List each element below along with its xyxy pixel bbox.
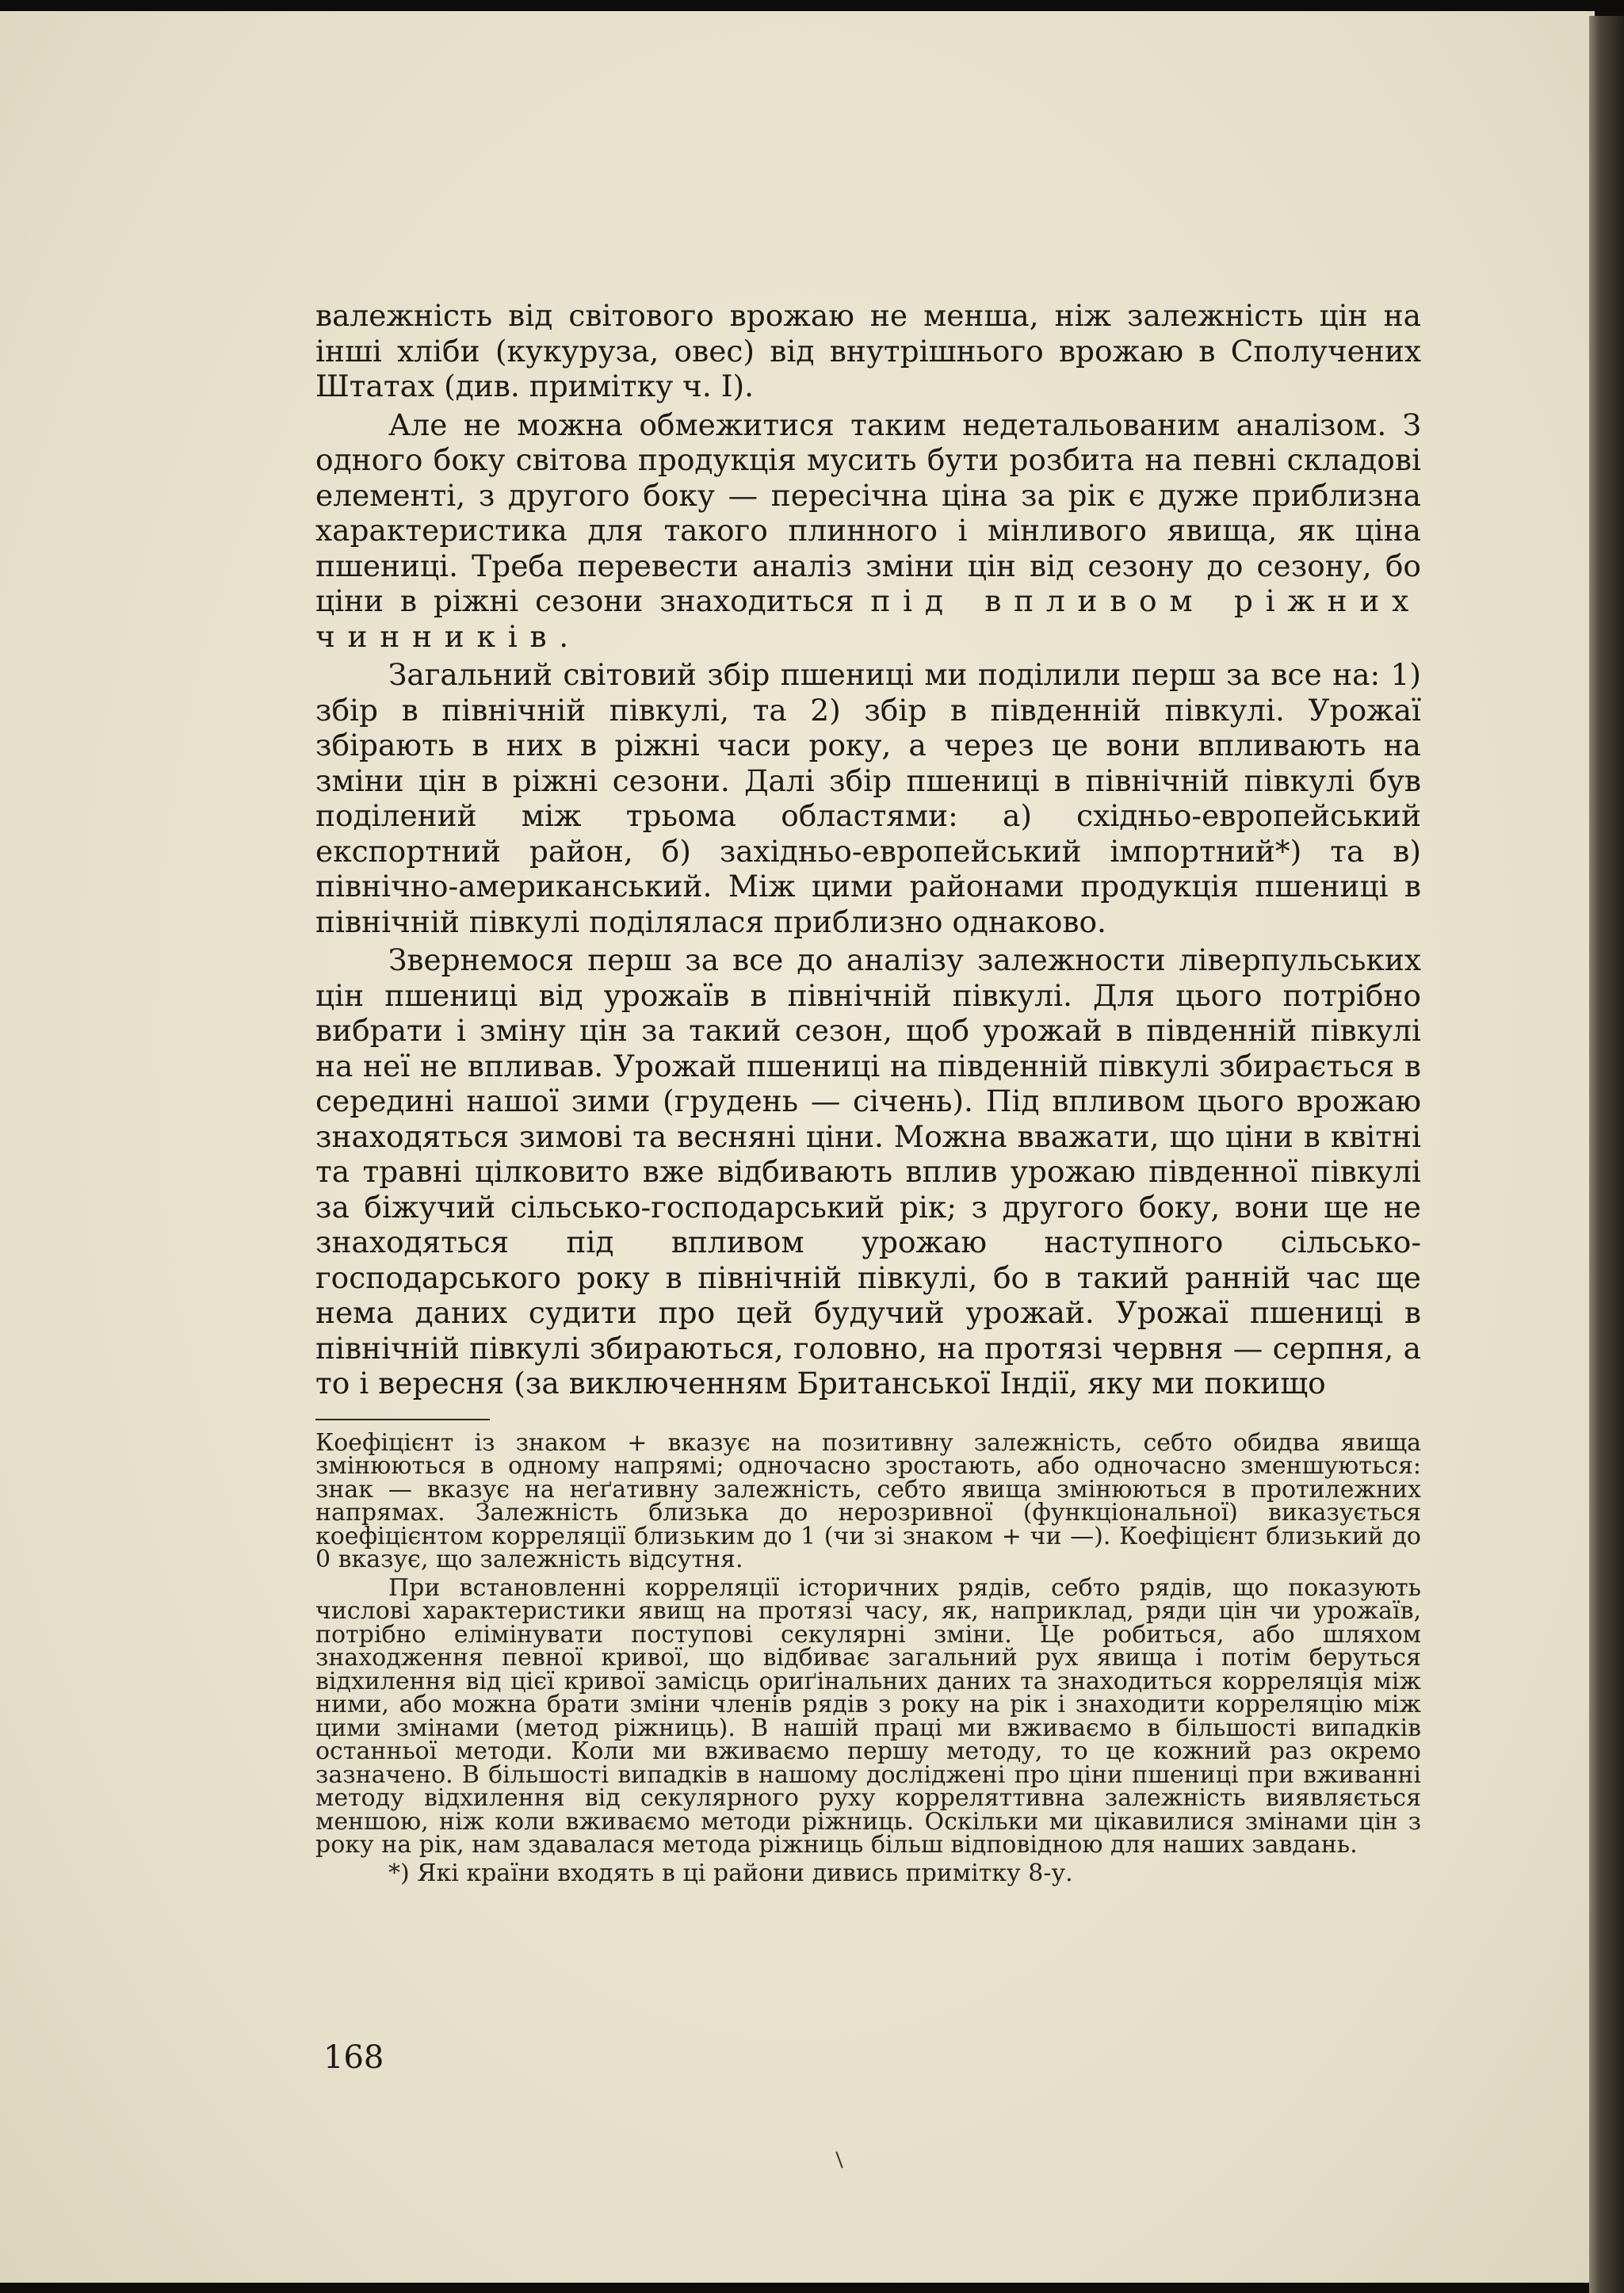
body-paragraph-2-text: Але не можна обмежитися таким недетальованим аналізом. З одного боку світова продукція мусить бути розбита на певні складові елементі, з другого боку — пересічна ціна за рік є дуже приблизна характеристика для такого плинного і мінливого явища, як ціна пшениці. Треба перевести аналіз зміни цін від сезону до сезону, бо ціни в ріжні сезони знаходиться <box>315 407 1421 618</box>
emphasized-spaced-phrase: під впливом ріжних чинників. <box>315 583 1421 654</box>
page-number: 168 <box>323 2039 384 2076</box>
footnote-1: Коефіцієнт із знаком + вказує на позитивну залежність, себто обидва явища змінюються в одному напрямі; одночасно зростають, або одночасно зменшуються: знак — вказує на неґативну залежність, себто явища змінюються в протилежних напрямах. Залежність близька до нерозривної (функціональної) виказується коефіцієнтом корреляції близьким до 1 (чи зі знаком + чи —). Коефіцієнт близький до 0 вказує, що залежність відсутня. <box>315 1428 1421 1573</box>
footnote-3: *) Які країни входять в ці райони дивись примітку 8-у. <box>388 1859 1073 1887</box>
body-paragraph-1: валежність від світового врожаю не менша, ніж залежність цін на інші хліби (кукуруза, овес) від внутрішнього врожаю в Сполучених Штатах (див. примітку ч. І). <box>315 298 1421 403</box>
body-paragraph-4: Звернемося перш за все до аналізу залежности ліверпульських цін пшениці від урожаїв в північній півкулі. Для цього потрібно вибрати і зміну цін за такий сезон, щоб урожай в південній півкулі на неї не впливав. Урожай пшениці на південній півкулі збирається в середині нашої зими (грудень — січень). Під впливом цього врожаю знаходяться зимові та весняні ціни. Можна вважати, що ціни в квітні та травні цілковито вже відбивають вплив урожаю південної півкулі за біжучий сільсько-господарський рік; з другого боку, вони ще не знаходяться під впливом урожаю наступного сільсько-господарського року в північній півкулі, бо в такий ранній час ще нема даних судити про цей будучий урожай. Урожаї пшениці в північній півкулі збираються, головно, на протязі червня — серпня, а то і вересня (за виключенням Британської Індії, яку ми покищо <box>315 942 1421 1401</box>
footnote-separator-rule <box>315 1419 490 1420</box>
body-paragraph-3: Загальний світовий збір пшениці ми поділили перш за все на: 1) збір в північній півкулі, та 2) збір в південній півкулі. Урожаї збірають в них в ріжні часи року, а через це вони впливають на зміни цін в ріжні сезони. Далі збір пшениці в північній півкулі був поділений між трьома областями: а) східньо-европейський експортний район, б) західньо-европейський імпортний*) та в) північно-американський. Між цими районами продукція пшениці в північній півкулі поділялася приблизно однаково. <box>315 657 1421 939</box>
footnotes <box>315 1428 1421 1887</box>
main-text <box>315 298 1421 1401</box>
page-content <box>315 298 1421 1885</box>
book-spine-edge <box>1589 16 1624 2293</box>
footnote-2: При встановленні корреляції історичних рядів, себто рядів, що показують числові характеристики явищ на протязі часу, як, наприклад, ряди цін чи урожаїв, потрібно елімінувати поступові секулярні зміни. Це робиться, або шляхом знаходження певної кривої, що відбиває загальний рух явища і потім беруться відхилення від цієї кривої замісць ориґінальних даних та знаходиться корреляція між ними, або можна брати зміни членів рядів з року на рік і знаходити корреляцію між цими змінами (метод ріжниць). В нашій праці ми вживаємо в більшості випадків останньої методи. Коли ми вживаємо першу методу, то це кожний раз окремо зазначено. В більшості випадків в нашому досліджені про ціни пшениці при вживанні методу відхилення від секулярного руху корреляттивна залежність виявляється меншою, ніж коли вживаємо методи ріжниць. Оскільки ми цікавилися змінами цін з року на рік, нам здавалася метода ріжниць більш відповідною для наших завдань. <box>315 1573 1421 1859</box>
body-paragraph-2 <box>315 407 1421 655</box>
